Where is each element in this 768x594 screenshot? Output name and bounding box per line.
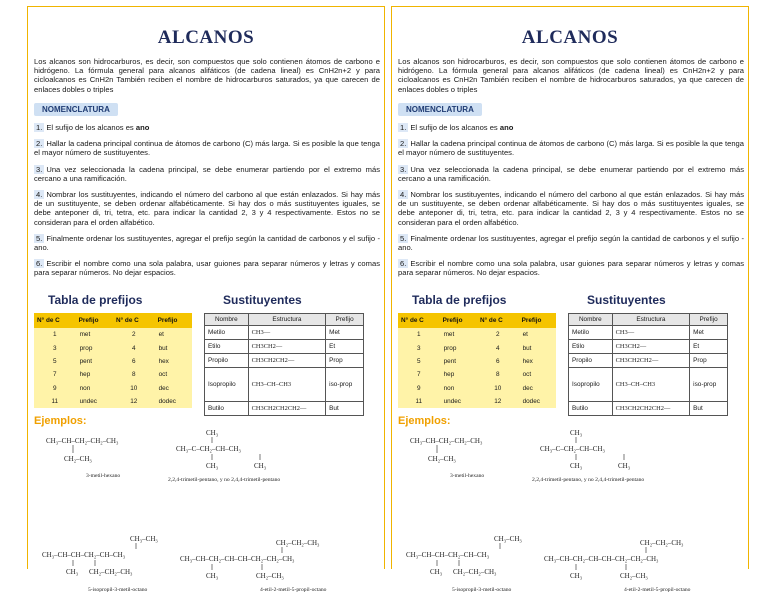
table-row	[398, 395, 556, 408]
svg-text:CH₃: CH₃	[206, 462, 219, 470]
table-header-row	[205, 314, 364, 326]
table-cell: 1	[398, 328, 440, 341]
section-badge: NOMENCLATURA	[34, 103, 118, 116]
document-page-left	[27, 6, 385, 593]
molecule-structure-1	[410, 431, 528, 471]
substituents-title: Sustituyentes	[223, 293, 302, 307]
molecule-structure-1	[46, 431, 164, 471]
table-row	[398, 341, 556, 354]
table-header-row	[569, 314, 728, 326]
rule-item	[34, 259, 380, 277]
table-row	[34, 368, 192, 381]
rule-item	[398, 234, 744, 252]
rule-number: 2.	[400, 139, 407, 149]
rule-item	[398, 123, 744, 132]
table-cell: Et	[690, 340, 728, 354]
table-cell: dec	[519, 382, 556, 395]
svg-text:CH₃: CH₃	[254, 462, 267, 470]
table-row	[569, 326, 728, 340]
document-page-right	[391, 6, 749, 593]
rule-number: 6.	[400, 259, 407, 269]
rules-list	[398, 123, 744, 285]
table-cell: non	[440, 382, 477, 395]
prefix-table-title: Tabla de prefijos	[48, 293, 143, 307]
table-cell: dec	[155, 382, 192, 395]
table-cell: Isopropilo	[569, 368, 613, 402]
table-cell: oct	[519, 368, 556, 381]
molecule-structure-3	[42, 533, 180, 585]
table-row	[398, 328, 556, 341]
table-cell: hex	[155, 355, 192, 368]
svg-text:CH₃–CH–CH₂–CH₂–CH₃: CH₃–CH–CH₂–CH₂–CH₃	[46, 437, 119, 445]
table-cell: prop	[440, 341, 477, 354]
table-cell: 7	[34, 368, 76, 381]
table-cell: Met	[690, 326, 728, 340]
rule-item	[398, 259, 744, 277]
rule-item	[34, 165, 380, 183]
table-cell: 3	[398, 341, 440, 354]
table-header: Prefijo	[326, 314, 364, 326]
svg-text:CH₂–CH₃: CH₂–CH₃	[428, 455, 456, 463]
substituents-table	[204, 313, 364, 416]
molecule-structure-2	[540, 427, 664, 475]
rule-number: 1.	[36, 123, 43, 132]
table-cell: But	[690, 402, 728, 416]
svg-text:CH₃: CH₃	[206, 572, 219, 580]
svg-text:CH₃–CH–CH₂–CH–CH–CH₂–CH₂–CH₃: CH₃–CH–CH₂–CH–CH–CH₂–CH₂–CH₃	[544, 555, 659, 563]
table-row	[34, 382, 192, 395]
table-cell: Etilo	[569, 340, 613, 354]
formula-cell: CH3CH2CH2—	[248, 354, 326, 368]
table-cell: but	[155, 341, 192, 354]
svg-text:CH₃–C–CH₂–CH–CH₃: CH₃–C–CH₂–CH–CH₃	[540, 445, 605, 453]
table-cell: 3	[34, 341, 76, 354]
rule-text: Hallar la cadena principal continua de átomos de carbono (C) más larga. Si es posible la que tenga el mayor número de sustituyentes.	[398, 139, 744, 158]
svg-text:CH₂–CH₃: CH₂–CH₃	[64, 455, 92, 463]
table-cell: Butilo	[205, 402, 249, 416]
table-cell: Prop	[326, 354, 364, 368]
rule-text: Una vez seleccionada la cadena principal, se debe enumerar partiendo por el extremo más cercano a una ramificación.	[398, 164, 744, 183]
table-header: Prefijo	[690, 314, 728, 326]
table-row	[205, 326, 364, 340]
table-row	[205, 402, 364, 416]
table-header: Prefijo	[155, 313, 192, 328]
svg-text:CH₃–CH–CH–CH₂–CH–CH₃: CH₃–CH–CH–CH₂–CH–CH₃	[406, 551, 490, 559]
rule-item	[398, 165, 744, 183]
prefix-table	[398, 313, 556, 408]
table-cell: But	[326, 402, 364, 416]
table-header: Prefijo	[519, 313, 556, 328]
rule-number: 4.	[400, 190, 407, 200]
table-header: N° de C	[398, 313, 440, 328]
table-cell: Et	[326, 340, 364, 354]
intro-paragraph: Los alcanos son hidrocarburos, es decir, son compuestos que solo contienen átomos de carbono e hidrógeno. La fórmula general para alcanos alifáticos (de cadena lineal) es CnH2n+2 y para cicloalcanos es CnH2n También reciben el nombre de hidrocarburos saturados, ya que carecen de enlaces dobles o triples	[398, 57, 744, 94]
table-cell: 11	[34, 395, 76, 408]
rules-list	[34, 123, 380, 285]
rule-text: Nombrar los sustituyentes, indicando el número del carbono al que están enlazados. Si hay más de un sustituyente, se deben ordenar alfabéticamente. Si hay dos o más sustituyentes iguales, se debe anteponer di, tri, tetra, etc. para indicar la cantidad 2, 3 y 4 respectivamente. Estos no se consideran para el orden alfabético.	[34, 190, 380, 227]
svg-text:CH₃–C–CH₂–CH–CH₃: CH₃–C–CH₂–CH–CH₃	[176, 445, 241, 453]
rule-text: Escribir el nombre como una sola palabra, usar guiones para separar números y letras y comas para separar números. No dejar espacios.	[398, 259, 744, 278]
molecule-structure-4	[180, 537, 380, 583]
table-cell: pent	[76, 355, 113, 368]
table-cell: Metilo	[205, 326, 249, 340]
rule-item	[34, 234, 380, 252]
svg-text:CH₂–CH₂–CH₃: CH₂–CH₂–CH₃	[89, 568, 133, 576]
svg-text:CH₂–CH₃: CH₂–CH₃	[256, 572, 284, 580]
table-cell: 2	[477, 328, 519, 341]
table-cell: undec	[76, 395, 113, 408]
table-row	[569, 340, 728, 354]
svg-text:CH₃: CH₃	[206, 429, 219, 437]
table-header-row	[34, 313, 192, 328]
table-row	[34, 328, 192, 341]
page-title: ALCANOS	[157, 27, 255, 48]
substituents-title: Sustituyentes	[587, 293, 666, 307]
molecule-structure-3	[406, 533, 544, 585]
table-cell: 8	[477, 368, 519, 381]
table-cell: 5	[34, 355, 76, 368]
table-cell: 11	[398, 395, 440, 408]
table-cell: 4	[477, 341, 519, 354]
table-cell: Etilo	[205, 340, 249, 354]
table-cell: pent	[440, 355, 477, 368]
svg-text:CH₃–CH₃: CH₃–CH₃	[130, 535, 158, 543]
svg-text:CH₂–CH₃: CH₂–CH₃	[620, 572, 648, 580]
table-cell: hep	[440, 368, 477, 381]
svg-text:CH₃: CH₃	[618, 462, 631, 470]
formula-cell: CH3CH2—	[248, 340, 326, 354]
table-cell: Propilo	[569, 354, 613, 368]
rule-number: 3.	[400, 164, 407, 174]
table-header: Prefijo	[440, 313, 477, 328]
table-row	[205, 354, 364, 368]
table-cell: 12	[113, 395, 155, 408]
example-caption: 3-metil-hexano	[86, 473, 121, 479]
table-row	[205, 368, 364, 402]
table-cell: 6	[113, 355, 155, 368]
molecule-structure-2	[176, 427, 300, 475]
rule-text: El sufijo de los alcanos es	[410, 123, 500, 132]
table-cell: undec	[440, 395, 477, 408]
substituents-table	[568, 313, 728, 416]
table-cell: prop	[76, 341, 113, 354]
rule-bold: ano	[499, 123, 514, 132]
rule-text: Finalmente ordenar los sustituyentes, agregar el prefijo según la cantidad de carbonos y el sufijo -ano.	[34, 233, 380, 253]
table-cell: but	[519, 341, 556, 354]
formula-cell: CH3CH2—	[612, 340, 690, 354]
table-cell: Propilo	[205, 354, 249, 368]
example-caption: 5-isopropil-3-metil-octano	[88, 587, 148, 593]
rule-item	[398, 190, 744, 227]
table-header: Prefijo	[76, 313, 113, 328]
formula-cell: CH3CH2CH2CH2—	[612, 402, 690, 416]
rule-number: 3.	[36, 164, 43, 174]
table-row	[569, 402, 728, 416]
rule-item	[34, 139, 380, 157]
table-row	[398, 355, 556, 368]
table-row	[398, 382, 556, 395]
table-header: Nombre	[205, 314, 249, 326]
table-cell: iso-prop	[690, 368, 728, 402]
table-header: Estructura	[612, 314, 690, 326]
table-cell: Metilo	[569, 326, 613, 340]
table-row	[569, 368, 728, 402]
table-header: N° de C	[113, 313, 155, 328]
table-header-row	[398, 313, 556, 328]
formula-cell: CH3–CH–CH3	[248, 368, 326, 402]
table-cell: met	[440, 328, 477, 341]
molecule-structure-4	[544, 537, 744, 583]
rule-number: 1.	[400, 123, 407, 132]
rule-item	[34, 123, 380, 132]
svg-text:CH₃–CH–CH–CH₂–CH–CH₃: CH₃–CH–CH–CH₂–CH–CH₃	[42, 551, 126, 559]
table-row	[34, 395, 192, 408]
formula-cell: CH3—	[248, 326, 326, 340]
table-cell: non	[76, 382, 113, 395]
examples-title: Ejemplos:	[398, 415, 451, 427]
table-cell: dodec	[519, 395, 556, 408]
table-cell: hex	[519, 355, 556, 368]
rule-text: Hallar la cadena principal continua de átomos de carbono (C) más larga. Si es posible la que tenga el mayor número de sustituyentes.	[34, 139, 380, 158]
table-cell: hep	[76, 368, 113, 381]
rule-number: 5.	[400, 233, 407, 243]
table-cell: iso-prop	[326, 368, 364, 402]
formula-cell: CH3CH2CH2—	[612, 354, 690, 368]
table-row	[34, 355, 192, 368]
table-cell: et	[155, 328, 192, 341]
table-cell: 7	[398, 368, 440, 381]
example-caption: 4-etil-2-metil-5-propil-octano	[624, 587, 691, 593]
table-header: Nombre	[569, 314, 613, 326]
table-cell: 6	[477, 355, 519, 368]
table-row	[205, 340, 364, 354]
table-cell: 1	[34, 328, 76, 341]
svg-text:CH₃: CH₃	[430, 568, 443, 576]
examples-title: Ejemplos:	[34, 415, 87, 427]
svg-text:CH₃: CH₃	[570, 429, 583, 437]
table-cell: Met	[326, 326, 364, 340]
table-cell: 2	[113, 328, 155, 341]
rule-number: 2.	[36, 139, 43, 149]
rule-text: El sufijo de los alcanos es	[46, 123, 136, 132]
rule-item	[34, 190, 380, 227]
table-cell: oct	[155, 368, 192, 381]
prefix-table	[34, 313, 192, 408]
prefix-table-title: Tabla de prefijos	[412, 293, 507, 307]
svg-text:CH₂–CH₂–CH₃: CH₂–CH₂–CH₃	[640, 539, 684, 547]
rule-bold: ano	[135, 123, 150, 132]
table-cell: Butilo	[569, 402, 613, 416]
svg-text:CH₃–CH–CH₂–CH₂–CH₃: CH₃–CH–CH₂–CH₂–CH₃	[410, 437, 483, 445]
rule-number: 6.	[36, 259, 43, 269]
table-cell: 9	[34, 382, 76, 395]
table-cell: Prop	[690, 354, 728, 368]
formula-cell: CH3CH2CH2CH2—	[248, 402, 326, 416]
table-cell: 9	[398, 382, 440, 395]
rule-text: Nombrar los sustituyentes, indicando el número del carbono al que están enlazados. Si hay más de un sustituyente, se deben ordenar alfabéticamente. Si hay dos o más sustituyentes iguales, se debe anteponer di, tri, tetra, etc. para indicar la cantidad 2, 3 y 4 respectivamente. Estos no se consideran para el orden alfabético.	[398, 190, 744, 227]
example-caption: 3-metil-hexano	[450, 473, 485, 479]
svg-text:CH₃–CH–CH₂–CH–CH–CH₂–CH₂–CH₃: CH₃–CH–CH₂–CH–CH–CH₂–CH₂–CH₃	[180, 555, 295, 563]
example-caption: 4-etil-2-metil-5-propil-octano	[260, 587, 327, 593]
intro-paragraph: Los alcanos son hidrocarburos, es decir, son compuestos que solo contienen átomos de carbono e hidrógeno. La fórmula general para alcanos alifáticos (de cadena lineal) es CnH2n+2 y para cicloalcanos es CnH2n También reciben el nombre de hidrocarburos saturados, ya que carecen de enlaces dobles o triples	[34, 57, 380, 94]
example-caption: 5-isopropil-3-metil-octano	[452, 587, 512, 593]
table-cell: 10	[477, 382, 519, 395]
table-cell: 10	[113, 382, 155, 395]
table-header: Estructura	[248, 314, 326, 326]
table-row	[398, 368, 556, 381]
table-cell: et	[519, 328, 556, 341]
table-cell: met	[76, 328, 113, 341]
table-cell: 8	[113, 368, 155, 381]
table-row	[569, 354, 728, 368]
formula-cell: CH3–CH–CH3	[612, 368, 690, 402]
example-caption: 2,2,4-trimetil-pentano, y no 2,4,4-trimetil-pentano	[532, 477, 645, 483]
table-header: N° de C	[34, 313, 76, 328]
table-cell: 5	[398, 355, 440, 368]
rule-text: Finalmente ordenar los sustituyentes, agregar el prefijo según la cantidad de carbonos y el sufijo -ano.	[398, 233, 744, 253]
svg-text:CH₃: CH₃	[570, 462, 583, 470]
rule-number: 4.	[36, 190, 43, 200]
rule-item	[398, 139, 744, 157]
rule-text: Escribir el nombre como una sola palabra, usar guiones para separar números y letras y comas para separar números. No dejar espacios.	[34, 259, 380, 278]
section-badge: NOMENCLATURA	[398, 103, 482, 116]
svg-text:CH₃: CH₃	[66, 568, 79, 576]
table-cell: Isopropilo	[205, 368, 249, 402]
table-cell: 12	[477, 395, 519, 408]
rule-text: Una vez seleccionada la cadena principal, se debe enumerar partiendo por el extremo más cercano a una ramificación.	[34, 164, 380, 183]
page-title: ALCANOS	[521, 27, 619, 48]
table-header: N° de C	[477, 313, 519, 328]
svg-text:CH₃: CH₃	[570, 572, 583, 580]
table-row	[34, 341, 192, 354]
svg-text:CH₂–CH₂–CH₃: CH₂–CH₂–CH₃	[276, 539, 320, 547]
rule-number: 5.	[36, 233, 43, 243]
formula-cell: CH3—	[612, 326, 690, 340]
svg-text:CH₃–CH₃: CH₃–CH₃	[494, 535, 522, 543]
table-cell: 4	[113, 341, 155, 354]
example-caption: 2,2,4-trimetil-pentano, y no 2,4,4-trimetil-pentano	[168, 477, 281, 483]
svg-text:CH₂–CH₂–CH₃: CH₂–CH₂–CH₃	[453, 568, 497, 576]
table-cell: dodec	[155, 395, 192, 408]
